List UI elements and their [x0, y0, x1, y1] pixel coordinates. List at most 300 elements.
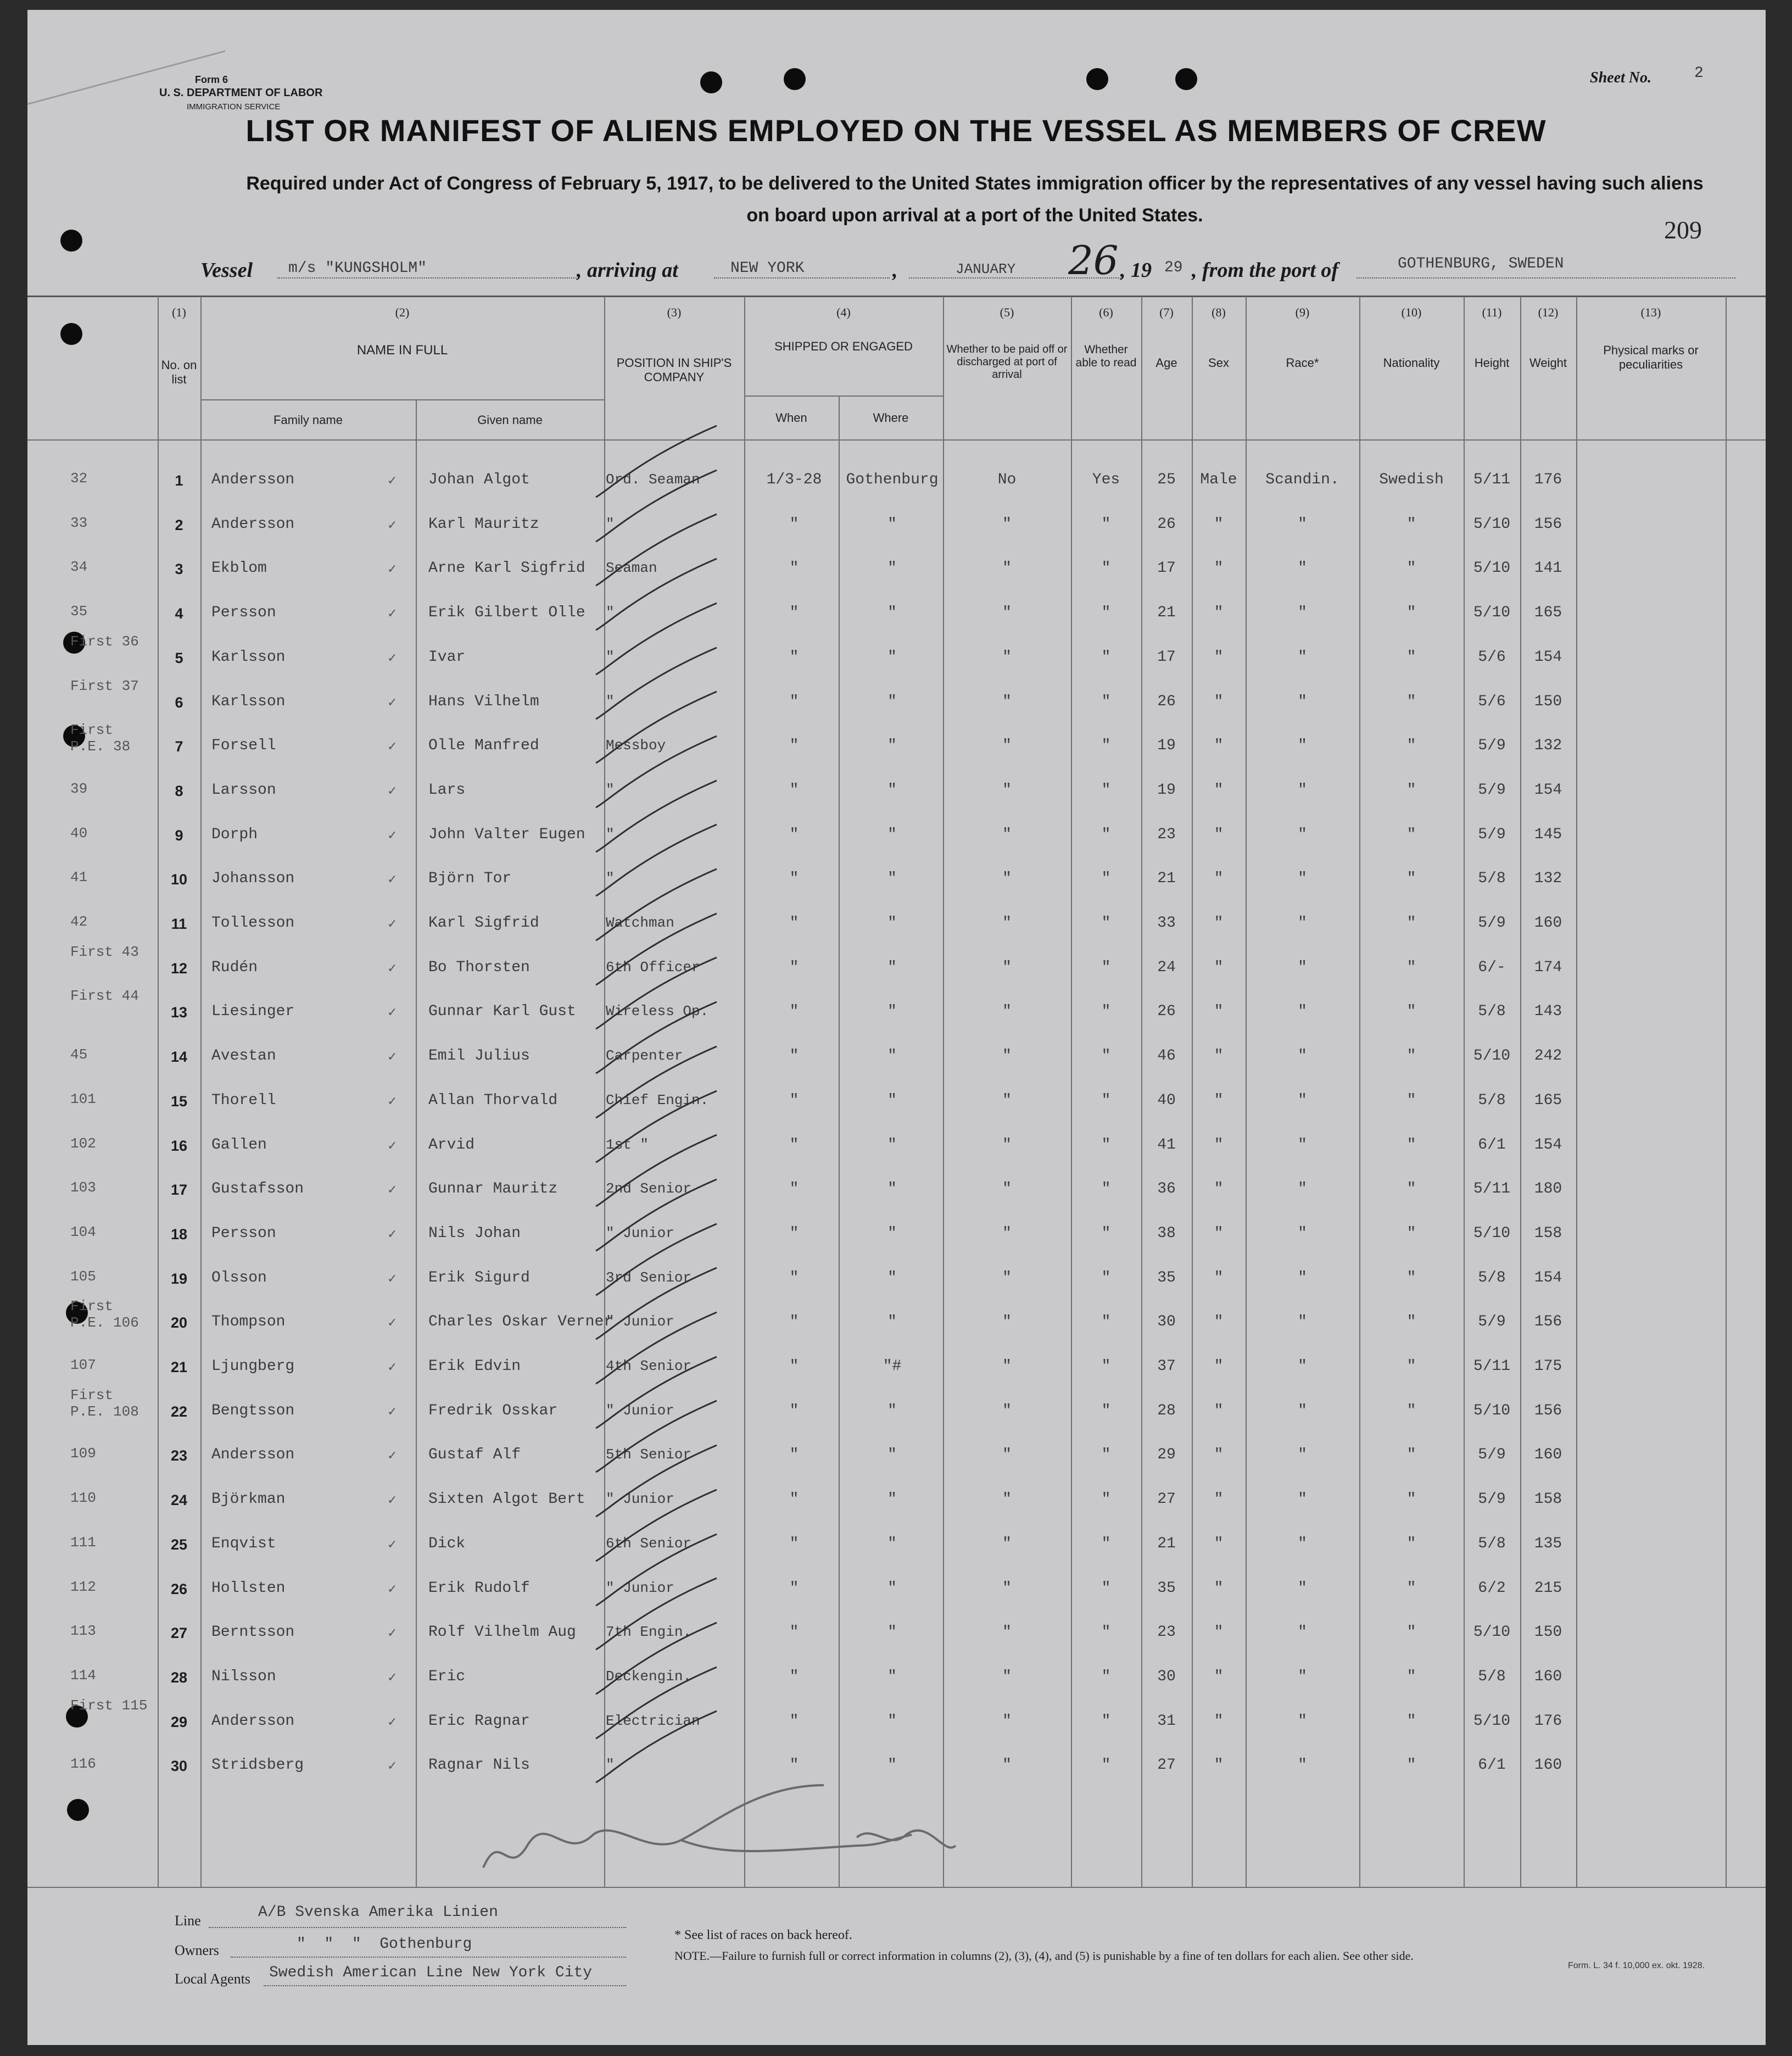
owners-value: " " " Gothenburg — [297, 1936, 472, 1953]
form-reference: Form. L. 34 f. 10,000 ex. okt. 1928. — [1568, 1961, 1705, 1970]
cell-given: Arne Karl Sigfrid — [428, 560, 585, 577]
cell-age: 31 — [1157, 1713, 1176, 1730]
cell-race: " — [1298, 649, 1307, 666]
cell-sex: " — [1214, 1313, 1224, 1330]
cell-where: " — [887, 1668, 897, 1685]
cell-read: " — [1101, 649, 1111, 666]
cell-paid: " — [1002, 1668, 1012, 1685]
binder-hole — [60, 230, 82, 252]
cell-race: " — [1298, 870, 1307, 887]
margin-line-number: First P.E. 38 — [70, 722, 131, 755]
cell-family: Andersson — [211, 516, 295, 533]
cell-where: " — [887, 1446, 897, 1463]
cell-weight: 176 — [1534, 1713, 1562, 1730]
cell-when: " — [789, 560, 799, 577]
cell-where: " — [887, 1225, 897, 1242]
cell-read: " — [1101, 782, 1111, 799]
cell-when: " — [789, 782, 799, 799]
cell-sex: " — [1214, 516, 1224, 533]
margin-line-number: First P.E. 108 — [70, 1387, 139, 1420]
cell-given: Lars — [428, 782, 466, 799]
race-footnote: * See list of races on back hereof. — [674, 1928, 852, 1942]
sheet-label: Sheet No. — [1590, 69, 1651, 86]
cell-read: " — [1101, 560, 1111, 577]
cell-age: 37 — [1157, 1358, 1176, 1375]
cell-family: Gustafsson — [211, 1180, 304, 1197]
binder-hole — [60, 323, 82, 345]
cell-height: 6/1 — [1478, 1757, 1506, 1774]
cell-race: " — [1298, 1491, 1307, 1508]
margin-line-number: First 37 — [70, 678, 139, 694]
list-number: 23 — [170, 1447, 188, 1464]
cell-when: " — [789, 1136, 799, 1154]
cell-weight: 165 — [1534, 1092, 1562, 1109]
cell-age: 30 — [1157, 1313, 1176, 1330]
cell-height: 6/1 — [1478, 1136, 1506, 1154]
cell-when: " — [789, 1491, 799, 1508]
cell-where: " — [887, 1713, 897, 1730]
col-header-where: Where — [873, 411, 909, 425]
cell-read: " — [1101, 1180, 1111, 1197]
check-tick: ✓ — [387, 1005, 398, 1019]
check-tick: ✓ — [387, 1050, 398, 1063]
margin-line-number: First 43 — [70, 944, 139, 960]
col-number: (1) — [172, 305, 186, 319]
cell-given: Eric — [428, 1668, 466, 1685]
margin-line-number: 114 — [70, 1667, 96, 1684]
cell-nat: " — [1406, 1446, 1416, 1463]
cell-paid: " — [1002, 826, 1012, 843]
cell-where: " — [887, 737, 897, 754]
cell-age: 26 — [1157, 1003, 1176, 1020]
col-number: (9) — [1295, 305, 1310, 319]
cell-family: Persson — [211, 1225, 276, 1242]
cell-age: 19 — [1157, 737, 1176, 754]
cell-weight: 150 — [1534, 1624, 1562, 1641]
binder-hole — [67, 1799, 89, 1821]
cell-nat: " — [1406, 1180, 1416, 1197]
cell-where: " — [887, 826, 897, 843]
cell-nat: " — [1406, 1535, 1416, 1552]
cell-where: " — [887, 1047, 897, 1065]
cell-age: 41 — [1157, 1136, 1176, 1154]
cell-height: 5/10 — [1473, 604, 1511, 621]
cell-paid: " — [1002, 1313, 1012, 1330]
list-number: 27 — [170, 1625, 188, 1641]
col-header-read: Whether able to read — [1075, 343, 1137, 369]
cell-age: 23 — [1157, 826, 1176, 843]
cell-read: " — [1101, 1402, 1111, 1419]
cell-nat: " — [1406, 1092, 1416, 1109]
col-rule — [839, 395, 840, 1887]
cell-age: 28 — [1157, 1402, 1176, 1419]
cell-family: Forsell — [211, 737, 276, 754]
cell-where: " — [887, 782, 897, 799]
list-number: 16 — [170, 1138, 188, 1154]
cell-position: 4th Senior — [606, 1358, 692, 1374]
cell-read: " — [1101, 1313, 1111, 1330]
cell-position: Messboy — [606, 737, 666, 754]
col-header-weight: Weight — [1529, 356, 1567, 370]
cell-given: Gunnar Karl Gust — [428, 1003, 576, 1020]
cell-family: Thompson — [211, 1313, 286, 1330]
cell-where: " — [887, 1580, 897, 1597]
cell-family: Dorph — [211, 826, 258, 843]
cell-nat: " — [1406, 1580, 1416, 1597]
margin-line-number: 41 — [70, 869, 88, 885]
cell-age: 35 — [1157, 1580, 1176, 1597]
cell-age: 17 — [1157, 649, 1176, 666]
col-header-paid-off: Whether to be paid off or discharged at port of arrival — [946, 343, 1068, 381]
cell-sex: " — [1214, 737, 1224, 754]
page-title: LIST OR MANIFEST OF ALIENS EMPLOYED ON THE VESSEL AS MEMBERS OF CREW — [245, 113, 1547, 148]
list-number: 10 — [170, 871, 188, 888]
cell-position: 3rd Senior — [606, 1269, 692, 1286]
cell-weight: 180 — [1534, 1180, 1562, 1197]
cell-race: " — [1298, 1757, 1307, 1774]
vessel-label: Vessel — [200, 259, 253, 282]
col-header-no: No. on list — [161, 358, 197, 386]
cell-family: Tollesson — [211, 915, 295, 932]
cell-read: " — [1101, 693, 1111, 710]
cell-where: " — [887, 693, 897, 710]
cell-position: Deckengin. — [606, 1668, 692, 1685]
check-tick: ✓ — [387, 1272, 398, 1285]
cell-sex: " — [1214, 826, 1224, 843]
cell-sex: " — [1214, 1092, 1224, 1109]
cell-paid: " — [1002, 1713, 1012, 1730]
cell-height: 5/9 — [1478, 782, 1506, 799]
cell-position: " Junior — [606, 1225, 674, 1241]
table-top-rule — [27, 296, 1766, 297]
year-label: , 19 — [1120, 259, 1152, 282]
cell-race: " — [1298, 737, 1307, 754]
check-tick: ✓ — [387, 872, 398, 886]
cell-when: " — [789, 1713, 799, 1730]
list-number: 4 — [175, 605, 183, 622]
cell-height: 5/11 — [1473, 1358, 1511, 1375]
cell-race: " — [1298, 1047, 1307, 1065]
cell-family: Persson — [211, 604, 276, 621]
cell-when: " — [789, 1047, 799, 1065]
cell-paid: " — [1002, 1180, 1012, 1197]
margin-line-number: 104 — [70, 1224, 96, 1240]
cell-paid: " — [1002, 1003, 1012, 1020]
cell-height: 5/9 — [1478, 1313, 1506, 1330]
cell-race: " — [1298, 1003, 1307, 1020]
cell-sex: " — [1214, 1358, 1224, 1375]
cell-position: " Junior — [606, 1580, 674, 1596]
cell-where: " — [887, 1757, 897, 1774]
cell-family: Larsson — [211, 782, 276, 799]
cell-given: Ragnar Nils — [428, 1757, 530, 1774]
cell-nat: " — [1406, 1491, 1416, 1508]
agents-value: Swedish American Line New York City — [269, 1964, 593, 1981]
cell-family: Ekblom — [211, 560, 267, 577]
cell-paid: " — [1002, 1580, 1012, 1597]
margin-line-number: 33 — [70, 515, 88, 531]
service-name: IMMIGRATION SERVICE — [187, 102, 281, 112]
cell-height: 6/2 — [1478, 1580, 1506, 1597]
cell-paid: " — [1002, 560, 1012, 577]
cell-weight: 143 — [1534, 1003, 1562, 1020]
margin-line-number: 110 — [70, 1490, 96, 1506]
margin-line-number: 45 — [70, 1046, 88, 1063]
cell-height: 5/9 — [1478, 1491, 1506, 1508]
cell-paid: " — [1002, 693, 1012, 710]
col-rule — [604, 297, 605, 1887]
check-tick: ✓ — [387, 1537, 398, 1551]
cell-height: 5/11 — [1473, 471, 1511, 488]
list-number: 21 — [170, 1359, 188, 1375]
cell-family: Enqvist — [211, 1535, 276, 1552]
cell-position: Seaman — [606, 560, 657, 576]
from-port-line — [1356, 277, 1735, 278]
cell-race: " — [1298, 516, 1307, 533]
cell-given: Charles Oskar Verner — [428, 1313, 613, 1330]
subtitle-line: Required under Act of Congress of February 5, 1917, to be delivered to the United States immigration officer by the representatives of any vessel having such aliens — [246, 173, 1704, 194]
cell-sex: Male — [1200, 471, 1237, 488]
cell-age: 21 — [1157, 604, 1176, 621]
cell-height: 5/10 — [1473, 1713, 1511, 1730]
list-number: 6 — [175, 694, 183, 711]
cell-when: " — [789, 516, 799, 533]
cell-nat: Swedish — [1379, 471, 1444, 488]
cell-read: " — [1101, 1757, 1111, 1774]
cell-weight: 141 — [1534, 560, 1562, 577]
cell-height: 5/11 — [1473, 1180, 1511, 1197]
cell-family: Avestan — [211, 1047, 276, 1065]
cell-nat: " — [1406, 693, 1416, 710]
check-tick: ✓ — [387, 473, 398, 487]
owners-label: Owners — [175, 1942, 219, 1958]
cell-given: Ivar — [428, 649, 466, 666]
cell-given: Olle Manfred — [428, 737, 539, 754]
cell-position: 6th Officer — [606, 959, 700, 976]
check-tick: ✓ — [387, 784, 398, 798]
cell-race: " — [1298, 693, 1307, 710]
margin-line-number: 39 — [70, 781, 88, 797]
cell-paid: " — [1002, 1446, 1012, 1463]
margin-line-number: 40 — [70, 825, 88, 842]
list-number: 17 — [170, 1182, 188, 1198]
margin-line-number: 102 — [70, 1135, 96, 1152]
col-number: (10) — [1401, 305, 1422, 319]
col-header-shipped: SHIPPED OR ENGAGED — [774, 339, 913, 353]
cell-given: Dick — [428, 1535, 466, 1552]
cell-nat: " — [1406, 604, 1416, 621]
cell-read: Yes — [1092, 471, 1120, 488]
cell-age: 19 — [1157, 782, 1176, 799]
cell-race: " — [1298, 782, 1307, 799]
cell-nat: " — [1406, 1047, 1416, 1065]
cell-position: " — [606, 604, 615, 621]
arriving-label: , arriving at — [577, 259, 678, 282]
cell-where: " — [887, 1624, 897, 1641]
cell-paid: " — [1002, 1757, 1012, 1774]
cell-nat: " — [1406, 1225, 1416, 1242]
list-number: 25 — [170, 1536, 188, 1553]
check-tick: ✓ — [387, 1448, 398, 1462]
check-tick: ✓ — [387, 1759, 398, 1773]
cell-given: Arvid — [428, 1136, 475, 1154]
cell-read: " — [1101, 737, 1111, 754]
cell-position: " — [606, 1757, 615, 1773]
list-number: 28 — [170, 1669, 188, 1686]
cell-family: Stridsberg — [211, 1757, 304, 1774]
check-tick: ✓ — [387, 1227, 398, 1241]
cell-race: " — [1298, 1358, 1307, 1375]
arrival-day: 26 — [1068, 237, 1119, 283]
margin-line-number: 105 — [70, 1268, 96, 1285]
cell-weight: 165 — [1534, 604, 1562, 621]
margin-line-number: 112 — [70, 1579, 96, 1595]
list-number: 7 — [175, 738, 183, 755]
cell-weight: 154 — [1534, 1269, 1562, 1286]
cell-read: " — [1101, 604, 1111, 621]
col-number: (8) — [1212, 305, 1226, 319]
cell-family: Gallen — [211, 1136, 267, 1154]
cell-sex: " — [1214, 1180, 1224, 1197]
cell-paid: " — [1002, 516, 1012, 533]
cell-given: Rolf Vilhelm Aug — [428, 1624, 576, 1641]
check-tick: ✓ — [387, 1582, 398, 1596]
cell-nat: " — [1406, 737, 1416, 754]
margin-line-number: 113 — [70, 1623, 96, 1639]
margin-line-number: 116 — [70, 1756, 96, 1772]
cell-race: " — [1298, 1580, 1307, 1597]
cell-position: Electrician — [606, 1713, 700, 1729]
cell-nat: " — [1406, 1713, 1416, 1730]
cell-when: " — [789, 1003, 799, 1020]
cell-nat: " — [1406, 1402, 1416, 1419]
cell-nat: " — [1406, 1136, 1416, 1154]
cell-paid: " — [1002, 1092, 1012, 1109]
cell-weight: 215 — [1534, 1580, 1562, 1597]
col-number: (6) — [1099, 305, 1113, 319]
cell-read: " — [1101, 1668, 1111, 1685]
cell-race: " — [1298, 1402, 1307, 1419]
cell-read: " — [1101, 1047, 1111, 1065]
cell-when: 1/3-28 — [766, 471, 822, 488]
cell-sex: " — [1214, 1136, 1224, 1154]
cell-paid: " — [1002, 604, 1012, 621]
cell-age: 29 — [1157, 1446, 1176, 1463]
cell-race: " — [1298, 915, 1307, 932]
cell-paid: " — [1002, 1269, 1012, 1286]
check-tick: ✓ — [387, 1094, 398, 1108]
cell-height: 5/10 — [1473, 1225, 1511, 1242]
cell-age: 27 — [1157, 1757, 1176, 1774]
cell-family: Berntsson — [211, 1624, 295, 1641]
cell-where: " — [887, 1491, 897, 1508]
cell-height: 5/9 — [1478, 1446, 1506, 1463]
cell-read: " — [1101, 1535, 1111, 1552]
cell-paid: " — [1002, 870, 1012, 887]
cell-family: Hollsten — [211, 1580, 286, 1597]
cell-position: Wireless Op. — [606, 1003, 709, 1019]
cell-weight: 154 — [1534, 782, 1562, 799]
cell-weight: 156 — [1534, 1402, 1562, 1419]
arrival-year: 29 — [1164, 259, 1183, 276]
cell-sex: " — [1214, 1047, 1224, 1065]
check-tick: ✓ — [387, 1405, 398, 1418]
cell-given: Gustaf Alf — [428, 1446, 521, 1463]
col-rule — [200, 297, 202, 1887]
cell-age: 26 — [1157, 516, 1176, 533]
margin-line-number: 107 — [70, 1357, 96, 1373]
cell-weight: 156 — [1534, 516, 1562, 533]
cell-height: 5/9 — [1478, 737, 1506, 754]
cell-where: " — [887, 915, 897, 932]
cell-when: " — [789, 1225, 799, 1242]
line-rule — [209, 1927, 626, 1928]
cell-given: Erik Gilbert Olle — [428, 604, 585, 621]
cell-nat: " — [1406, 1358, 1416, 1375]
check-tick: ✓ — [387, 739, 398, 753]
cell-age: 46 — [1157, 1047, 1176, 1065]
cell-given: Sixten Algot Bert — [428, 1491, 585, 1508]
cell-given: Allan Thorvald — [428, 1092, 558, 1109]
cell-paid: " — [1002, 959, 1012, 976]
cell-nat: " — [1406, 826, 1416, 843]
col-header-marks: Physical marks or peculiarities — [1603, 343, 1699, 371]
col-header-race: Race* — [1286, 356, 1319, 370]
cell-when: " — [789, 693, 799, 710]
cell-given: Nils Johan — [428, 1225, 521, 1242]
check-tick: ✓ — [387, 1139, 398, 1152]
cell-read: " — [1101, 1225, 1111, 1242]
col-rule — [158, 297, 159, 1887]
check-tick: ✓ — [387, 961, 398, 975]
cell-height: 5/10 — [1473, 1624, 1511, 1641]
arrival-month: JANUARY — [956, 261, 1016, 277]
cell-where: "# — [883, 1358, 902, 1375]
cell-sex: " — [1214, 1668, 1224, 1685]
check-tick: ✓ — [387, 562, 398, 576]
cell-family: Bengtsson — [211, 1402, 295, 1419]
cell-height: 5/6 — [1478, 693, 1506, 710]
cell-race: " — [1298, 1713, 1307, 1730]
check-tick: ✓ — [387, 917, 398, 931]
cell-sex: " — [1214, 1580, 1224, 1597]
col-number: (2) — [395, 305, 410, 319]
cell-where: " — [887, 1535, 897, 1552]
cell-where: " — [887, 959, 897, 976]
list-number: 26 — [170, 1581, 188, 1597]
binder-hole — [1086, 68, 1108, 90]
check-tick: ✓ — [387, 1670, 398, 1684]
cell-read: " — [1101, 516, 1111, 533]
cell-race: " — [1298, 1668, 1307, 1685]
cell-when: " — [789, 1092, 799, 1109]
list-number: 1 — [175, 472, 183, 489]
list-number: 15 — [170, 1093, 188, 1110]
cell-family: Nilsson — [211, 1668, 276, 1685]
cell-height: 5/9 — [1478, 915, 1506, 932]
cell-family: Andersson — [211, 1446, 295, 1463]
cell-sex: " — [1214, 1003, 1224, 1020]
cell-age: 17 — [1157, 560, 1176, 577]
margin-line-number: First 44 — [70, 988, 139, 1004]
margin-line-number: 101 — [70, 1091, 96, 1107]
list-number: 24 — [170, 1492, 188, 1508]
cell-read: " — [1101, 1269, 1111, 1286]
cell-height: 5/8 — [1478, 1092, 1506, 1109]
cell-nat: " — [1406, 1313, 1416, 1330]
cell-weight: 154 — [1534, 649, 1562, 666]
cell-position: 7th Engin. — [606, 1624, 692, 1640]
